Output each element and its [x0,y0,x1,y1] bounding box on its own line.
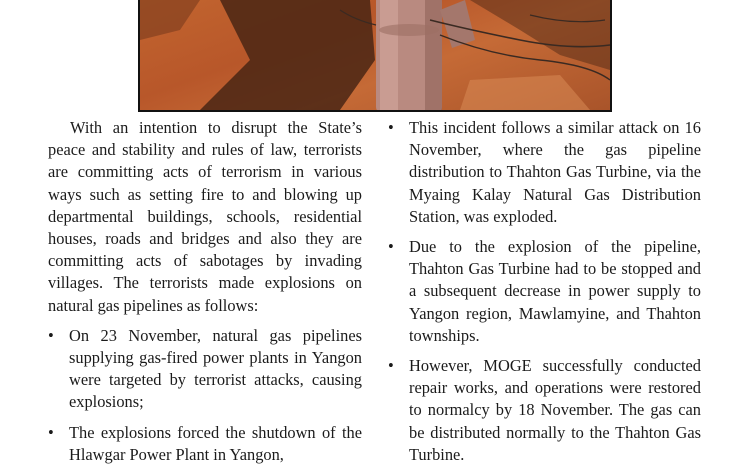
list-item-text: This incident follows a similar attack on 16 November, where the gas pipeline distribution to Thahton Gas Turbine, via the Myaing Kalay Natural Gas Distribution Station, was exploded. [409,118,701,226]
bullet-icon: • [48,422,54,442]
list-item [388,236,701,347]
left-bullet-list [48,325,362,466]
photo-illustration [140,0,610,110]
right-column [388,117,701,474]
list-item-text: On 23 November, natural gas pipelines supplying gas-fired power plants in Yangon were targeted by terrorist attacks, causing explosions; [69,325,362,412]
left-column [48,117,362,466]
list-item [48,422,362,466]
list-item [388,355,701,466]
list-item [48,325,362,414]
list-item [388,117,701,228]
bullet-icon: • [388,118,394,137]
bullet-icon: • [388,237,394,257]
list-item-text: However, MOGE successfully conducted repair works, and operations were restored to normalcy by 18 November. The gas can be distributed normally to the Thahton Gas Turbine. [409,356,701,464]
bullet-icon: • [388,356,394,376]
list-item-text: Due to the explosion of the pipeline, Thahton Gas Turbine had to be stopped and a subsequent decrease in power supply to Yangon region, Mawlamyine, and Thahton townships. [409,237,701,345]
intro-paragraph: With an intention to disrupt the State’s peace and stability and rules of law, terrorists are committing acts of terrorism in various ways such as setting fire to and blowing up departmental buildings, schools, residential houses, roads and bridges and also they are committing acts of sabotages by invading villages. The terrorists made explosions on natural gas pipelines as follows: [48,118,362,315]
bullet-icon: • [48,325,54,345]
list-item-text: The explosions forced the shutdown of the Hlawgar Power Plant in Yangon, [69,422,362,464]
right-bullet-list [388,117,701,466]
pipeline-damage-photo [138,0,612,112]
